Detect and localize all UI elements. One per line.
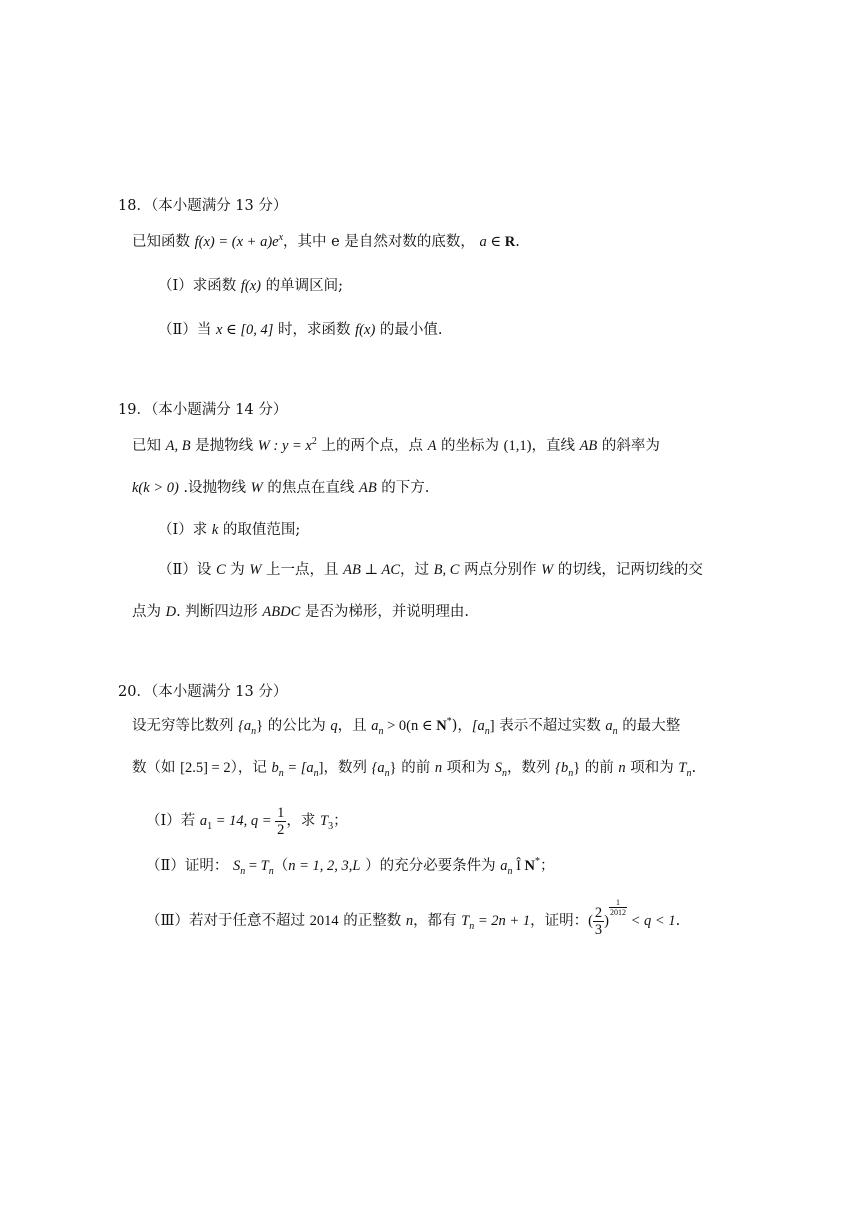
part-label: （Ⅱ）: [158, 562, 197, 578]
text: 为: [225, 562, 250, 578]
text: 的单调区间;: [260, 278, 343, 294]
math: T: [461, 913, 470, 929]
text: ；: [333, 813, 348, 829]
exponent: x: [278, 232, 284, 244]
subscript: n: [268, 865, 274, 877]
math: W: [541, 562, 554, 578]
math: T: [678, 760, 687, 776]
fraction-denominator: 2012: [610, 908, 627, 917]
exponent-fraction: [609, 898, 627, 917]
text: ，证明：: [530, 913, 589, 929]
paren: (: [588, 913, 593, 929]
q18-stem: [132, 232, 520, 252]
math: ABDC: [262, 604, 301, 620]
math: A, B: [165, 438, 191, 454]
text: 点为: [132, 604, 166, 620]
naturals-symbol: N: [524, 858, 536, 874]
q19-part2-line2: [132, 602, 469, 622]
math: D: [165, 604, 177, 620]
part-label: （Ⅰ）: [158, 522, 193, 538]
text: ）的充分必要条件为: [360, 858, 501, 874]
part-label: （Ⅲ）: [146, 913, 189, 929]
text: ，数列: [507, 760, 556, 776]
math: AB ⊥ AC: [343, 562, 401, 578]
text: 求: [192, 522, 212, 538]
q20-header: 20．（本小题满分 13 分）: [118, 684, 288, 700]
text: 的公比为: [263, 718, 331, 734]
fraction-one-half: [275, 805, 286, 838]
text: 项和为: [625, 760, 679, 776]
q19-stem-line1: [132, 436, 660, 456]
math: a: [199, 813, 208, 829]
subscript: n: [686, 767, 692, 779]
q20-stem-line2: [132, 758, 696, 778]
text: .: [675, 913, 681, 929]
text: 求函数: [192, 278, 241, 294]
math: S: [232, 858, 241, 874]
text: 的取值范围;: [218, 522, 301, 538]
text: 的最大整: [617, 718, 681, 734]
math: = 14, q =: [212, 813, 276, 829]
text: .: [515, 234, 520, 250]
text: 设: [196, 562, 216, 578]
math: k: [211, 522, 219, 538]
function-formula: f(x) = (x + a)e: [194, 234, 279, 250]
text: 已知: [132, 438, 166, 454]
q18-header: 18．（本小题满分 13 分）: [118, 198, 288, 214]
math: AB: [358, 480, 377, 496]
subscript: n: [502, 767, 508, 779]
text: ，数列: [323, 760, 372, 776]
math: q: [330, 718, 338, 734]
text: 上的两个点，点: [316, 438, 428, 454]
math: n: [405, 913, 414, 929]
paren: ): [604, 913, 610, 929]
math: T: [320, 813, 329, 829]
math: [2.5] = 2: [180, 760, 231, 776]
math: a ∈: [479, 234, 505, 250]
text: 的焦点在直线: [262, 480, 359, 496]
math: }: [573, 760, 581, 776]
text: 证明：: [184, 858, 233, 874]
math: a: [605, 718, 613, 734]
text: ，直线: [531, 438, 580, 454]
math: {a: [238, 718, 252, 734]
text: ，求: [286, 813, 321, 829]
subscript: 1: [207, 820, 213, 832]
fraction-numerator: 1: [609, 898, 627, 908]
part-label: （Ⅱ）: [146, 858, 185, 874]
text: 当: [196, 322, 216, 338]
fraction-two-thirds: [593, 905, 604, 938]
text: ，且: [337, 718, 372, 734]
subscript: n: [313, 767, 319, 779]
text: .: [691, 760, 697, 776]
text: 表示不超过实数: [494, 718, 606, 734]
text: )，: [451, 718, 472, 734]
part-label: （Ⅱ）: [158, 322, 197, 338]
text: 已知函数: [132, 234, 195, 250]
q19-stem-line2: [132, 478, 429, 498]
fraction-numerator: 2: [594, 904, 603, 921]
math: W: [250, 480, 263, 496]
reals-symbol: R: [504, 234, 516, 250]
math: n = 1, 2, 3,L: [288, 858, 361, 874]
q20-part3: [146, 898, 680, 939]
text: 两点分别作: [459, 562, 542, 578]
math: b: [271, 760, 279, 776]
text: ，都有: [413, 913, 462, 929]
text: 的切线，记两切线的交: [553, 562, 703, 578]
text: ；: [540, 858, 555, 874]
text: 项和为: [442, 760, 495, 776]
subscript: n: [469, 920, 475, 932]
subscript: n: [568, 767, 574, 779]
part-label: （Ⅰ）: [158, 278, 193, 294]
q20-stem-line1: [132, 716, 680, 736]
math: [a: [471, 718, 485, 734]
math: n: [434, 760, 443, 776]
math: < q < 1: [627, 913, 676, 929]
text: 的前: [580, 760, 619, 776]
q18-part1: [158, 276, 343, 296]
subscript: n: [384, 767, 390, 779]
naturals-symbol: N: [436, 718, 447, 734]
fraction-denominator: 3: [594, 921, 603, 938]
text: 若: [180, 813, 200, 829]
text: 若对于任意不超过: [188, 913, 310, 929]
text: 的坐标为: [436, 438, 504, 454]
part-label: （Ⅰ）: [146, 813, 181, 829]
math: S: [494, 760, 503, 776]
math: A: [427, 438, 437, 454]
math: {b: [555, 760, 569, 776]
text: （: [273, 858, 289, 874]
math: n: [618, 760, 626, 776]
superscript: *: [446, 716, 452, 728]
fraction-numerator: 1: [277, 804, 285, 821]
q18-part2: [158, 320, 443, 340]
math: }: [256, 718, 264, 734]
math: ]: [318, 760, 324, 776]
text: . 判断四边形: [176, 604, 263, 620]
exponent: 2: [311, 436, 317, 448]
text: 的斜率为: [597, 438, 660, 454]
math: (1,1): [503, 438, 532, 454]
text: 时，求函数: [273, 322, 356, 338]
math: f(x): [240, 278, 261, 294]
subscript: 3: [328, 820, 334, 832]
subscript: n: [278, 767, 284, 779]
q19-header: 19．（本小题满分 14 分）: [118, 402, 288, 418]
fraction-denominator: 2: [277, 821, 285, 838]
math: k(k > 0): [132, 480, 179, 496]
text: .设抛物线: [178, 480, 251, 496]
math: = 2n + 1: [474, 913, 531, 929]
math: W : y = x: [257, 438, 312, 454]
math: }: [389, 760, 397, 776]
math: a: [500, 858, 508, 874]
subscript: n: [240, 865, 246, 877]
math: > 0(n ∈: [383, 718, 437, 734]
math: Î: [512, 858, 525, 874]
math: AB: [579, 438, 598, 454]
text: 的正整数: [338, 913, 406, 929]
math: x ∈ [0, 4]: [215, 322, 274, 338]
math: T: [260, 858, 269, 874]
subscript: n: [484, 725, 490, 737]
text: ，其中 e 是自然对数的底数，: [283, 234, 480, 250]
math: C: [215, 562, 226, 578]
subscript: n: [612, 725, 618, 737]
subscript: n: [378, 725, 384, 737]
math: 2014: [309, 913, 339, 929]
superscript: *: [535, 856, 541, 868]
text: 的下方.: [376, 480, 430, 496]
text: ），记: [230, 760, 272, 776]
q20-part1: [146, 803, 348, 839]
math: ]: [489, 718, 495, 734]
math: {a: [371, 760, 385, 776]
text: 上一点，且: [261, 562, 344, 578]
q19-part2-line1: [158, 560, 703, 580]
math: B, C: [433, 562, 460, 578]
text: 是否为梯形，并说明理由.: [300, 604, 469, 620]
text: ，过: [400, 562, 434, 578]
math: W: [249, 562, 262, 578]
text: 是抛物线: [190, 438, 258, 454]
text: 数（如: [132, 760, 181, 776]
q20-part2: [146, 856, 555, 876]
q19-part1: [158, 520, 300, 540]
text: 设无穷等比数列: [132, 718, 239, 734]
subscript: n: [507, 865, 513, 877]
math: f(x): [355, 322, 376, 338]
subscript: n: [251, 725, 257, 737]
math: = [a: [283, 760, 314, 776]
math: =: [245, 858, 261, 874]
text: 的前: [396, 760, 435, 776]
text: 的最小值.: [375, 322, 443, 338]
math: a: [371, 718, 379, 734]
